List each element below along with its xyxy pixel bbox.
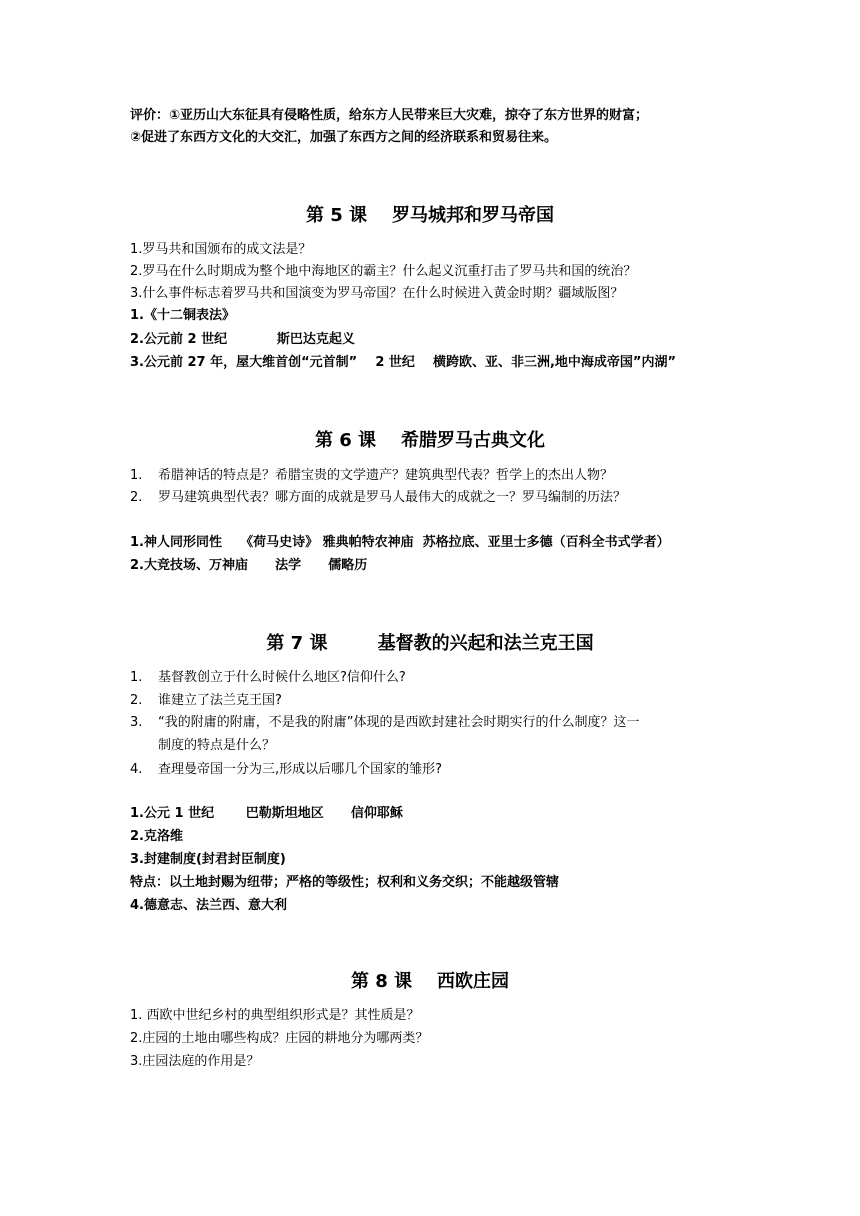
lesson8-title: 第 8 课 西欧庄园 [350,971,510,992]
lesson8-question-3: 3.庄园法庭的作用是？ [130,1054,260,1069]
lesson7-question-4 [130,760,442,780]
lesson5-title: 第 5 课 罗马城邦和罗马帝国 [305,205,555,226]
lesson7-question-3 [130,713,639,733]
list-number: 1. [130,468,143,483]
lesson5-question-3: 3.什么事件标志着罗马共和国演变为罗马帝国？在什么时候进入黄金时期？疆域版图？ [130,286,624,301]
question-text: 基督教创立于什么时候什么地区?信仰什么? [158,670,406,685]
evaluation-line-1: 评价：①亚历山大东征具有侵略性质，给东方人民带来巨大灾难，掠夺了东方世界的财富； [130,108,649,123]
lesson5-question-1: 1.罗马共和国颁布的成文法是？ [130,242,312,257]
lesson7-question-3-continued: 制度的特点是什么？ [158,738,276,753]
lesson5-question-2: 2.罗马在什么时期成为整个地中海地区的霸主？什么起义沉重打击了罗马共和国的统治？ [130,264,637,279]
question-text: “我的附庸的附庸，不是我的附庸”体现的是西欧封建社会时期实行的什么制度？这一 [158,715,640,730]
lesson6-answer-2: 2.大竞技场、万神庙 法学 儒略历 [130,558,368,573]
lesson6-answer-1: 1.神人同形同性 《荷马史诗》 雅典帕特农神庙 苏格拉底、亚里士多德（百科全书式学者） [130,535,670,550]
list-number: 1. [130,670,143,685]
list-number: 3. [130,715,143,730]
lesson6-question-2 [130,488,626,508]
lesson6-question-1 [130,466,613,486]
lesson7-answer-2: 2.克洛维 [130,829,183,844]
lesson6-title: 第 6 课 希腊罗马古典文化 [314,430,546,451]
lesson7-answer-3: 3.封建制度(封君封臣制度) [130,852,286,867]
list-number: 2. [130,490,143,505]
list-number: 4. [130,762,143,777]
lesson8-question-1: 1. 西欧中世纪乡村的典型组织形式是？其性质是？ [130,1008,420,1023]
question-text: 查理曼帝国一分为三,形成以后哪几个国家的雏形? [158,762,443,777]
lesson7-answer-features: 特点：以土地封赐为纽带；严格的等级性；权利和义务交织；不能越级管辖 [130,875,560,890]
lesson7-question-1 [130,668,406,688]
question-text: 罗马建筑典型代表？哪方面的成就是罗马人最伟大的成就之一？罗马编制的历法？ [158,490,627,505]
question-text: 希腊神话的特点是？希腊宝贵的文学遗产？建筑典型代表？哲学上的杰出人物？ [158,468,614,483]
lesson5-answer-1: 1.《十二铜表法》 [130,308,235,323]
lesson7-answer-1: 1.公元 1 世纪 巴勒斯坦地区 信仰耶稣 [130,806,403,821]
lesson7-answer-4: 4.德意志、法兰西、意大利 [130,898,287,913]
lesson7-title: 第 7 课 基督教的兴起和法兰克王国 [266,633,594,654]
lesson5-answer-2: 2.公元前 2 世纪 斯巴达克起义 [130,332,355,347]
question-text: 谁建立了法兰克王国? [158,693,282,708]
lesson5-answer-3: 3.公元前 27 年，屋大维首创“元首制” 2 世纪 横跨欧、亚、非三洲,地中海成帝国”内湖” [130,355,677,370]
list-number: 2. [130,693,143,708]
lesson7-question-2 [130,691,282,711]
evaluation-line-2: ②促进了东西方文化的大交汇，加强了东西方之间的经济联系和贸易往来。 [130,130,558,145]
lesson8-question-2: 2.庄园的土地由哪些构成？庄园的耕地分为哪两类？ [130,1031,429,1046]
